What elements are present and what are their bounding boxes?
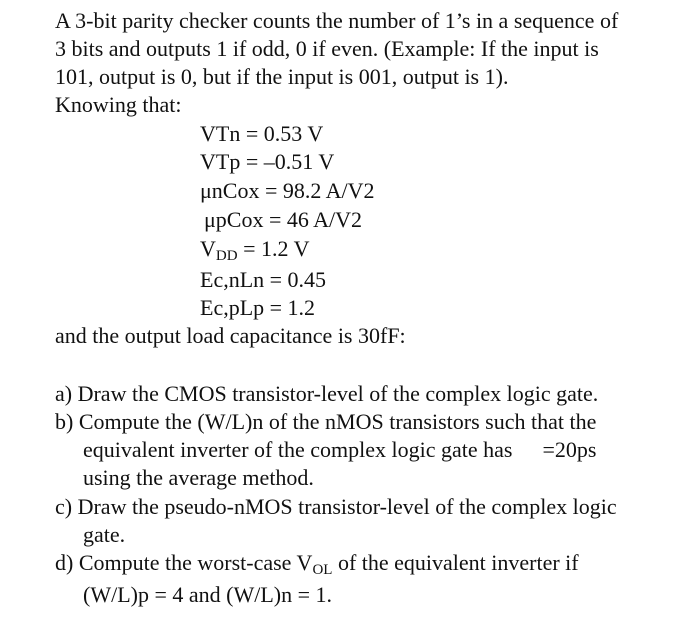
intro-line-2: 3 bits and outputs 1 if odd, 0 if even. (Example: If the input is	[55, 36, 599, 61]
question-b-line-1: b) Compute the (W/L)n of the nMOS transistors such that the	[55, 409, 597, 434]
question-b-line-3: using the average method.	[83, 465, 314, 490]
question-b-line-2	[83, 437, 596, 463]
knowing-that-label: Knowing that:	[55, 92, 182, 117]
vdd-value: = 1.2 V	[237, 236, 310, 261]
param-ecplp: Ec,pLp = 1.2	[200, 295, 316, 320]
param-vtn: VTn = 0.53 V	[200, 121, 324, 146]
param-uncox: μnCox = 98.2 A/V2	[200, 178, 375, 203]
param-upcox: μpCox = 46 A/V2	[204, 207, 363, 232]
param-ecnln: Ec,nLn = 0.45	[200, 267, 327, 292]
load-capacitance-text: and the output load capacitance is 30fF:	[55, 323, 406, 348]
question-b-target: =20ps	[542, 437, 597, 462]
vdd-symbol: V	[200, 236, 216, 261]
vol-subscript: OL	[312, 562, 333, 578]
question-d-text: d) Compute the worst-case V	[55, 550, 313, 575]
question-d-text-rest: of the equivalent inverter if	[332, 550, 579, 575]
vdd-subscript: DD	[215, 248, 238, 264]
intro-line-3: 101, output is 0, but if the input is 001, output is 1).	[55, 64, 509, 89]
question-a: a) Draw the CMOS transistor-level of the complex logic gate.	[55, 381, 599, 406]
param-vdd	[200, 236, 309, 262]
question-d-line-2: (W/L)p = 4 and (W/L)n = 1.	[83, 582, 333, 607]
question-c-line-2: gate.	[83, 522, 126, 547]
intro-line-1: A 3-bit parity checker counts the number of 1’s in a sequence of	[55, 8, 619, 33]
param-vtp: VTp = –0.51 V	[200, 149, 335, 174]
question-c-line-1: c) Draw the pseudo-nMOS transistor-level of the complex logic	[55, 494, 617, 519]
question-b-text: equivalent inverter of the complex logic gate has	[83, 437, 513, 462]
question-d-line-1	[55, 550, 579, 576]
